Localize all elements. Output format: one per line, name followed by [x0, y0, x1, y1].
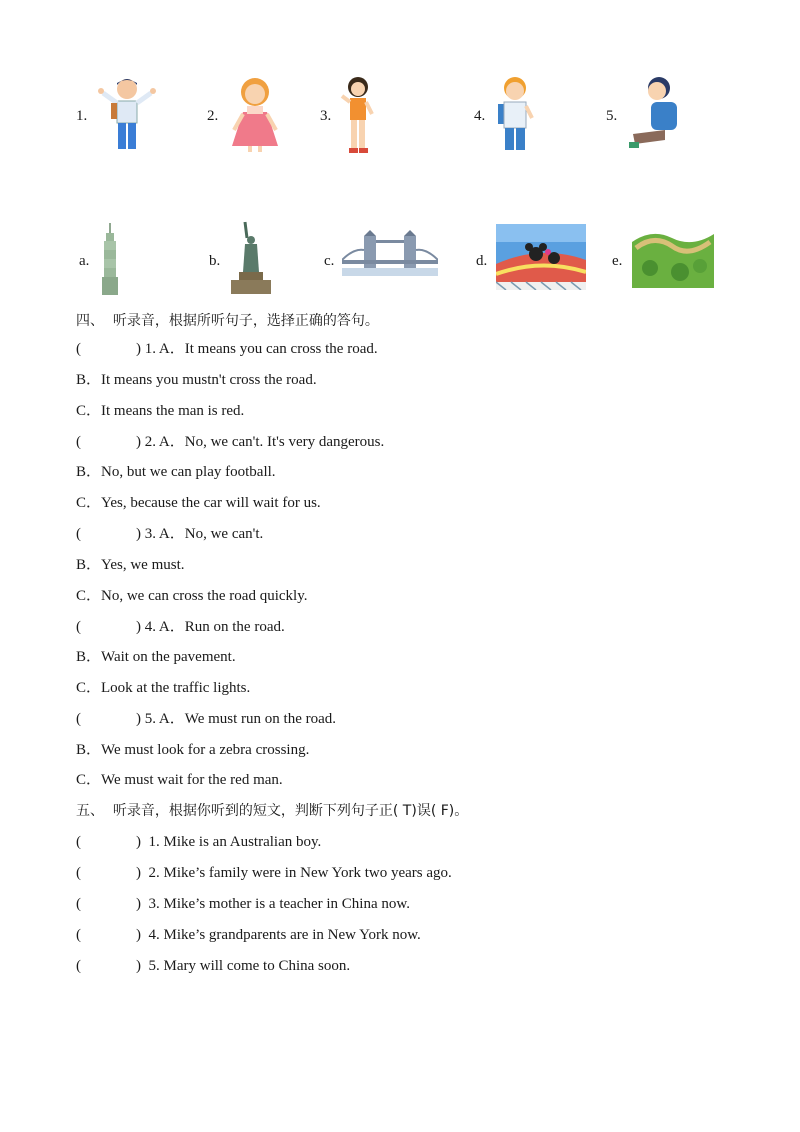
answer-paren[interactable]: ( — [76, 865, 81, 881]
answer-paren[interactable]: ( — [76, 711, 81, 727]
statement-text: ) 2. Mike’s family were in New York two years ago. — [136, 865, 452, 881]
statement-text: ) 4. Mike’s grandparents are in New York now. — [136, 927, 421, 943]
question-4-3-option-b: B．Yes, we must. — [76, 557, 185, 573]
statement-text: ) 3. Mike’s mother is a teacher in China now. — [136, 896, 410, 912]
statement-text: ) 5. Mary will come to China soon. — [136, 958, 351, 974]
question-4-5-line-a — [76, 710, 336, 728]
question-4-4-option-b: B．Wait on the pavement. — [76, 649, 236, 665]
answer-paren[interactable]: ( — [76, 341, 81, 357]
boy-backpack-icon — [490, 74, 540, 154]
section-5-heading: 五、 听录音，根据你听到的短文，判断下列句子正( T)误( F)。 — [76, 803, 469, 819]
answer-paren[interactable]: ( — [76, 526, 81, 542]
answer-paren[interactable]: ( — [76, 434, 81, 450]
question-5-4 — [76, 926, 421, 944]
item-number-2: 2. — [207, 108, 219, 124]
item-number-4: 4. — [474, 108, 486, 124]
question-4-5-option-b: B．We must look for a zebra crossing. — [76, 742, 310, 758]
question-4-1-option-b: B．It means you mustn't cross the road. — [76, 372, 317, 388]
statue-of-liberty-icon — [227, 220, 275, 296]
girl-orange-icon — [338, 74, 378, 156]
question-4-3-option-c: C．No, we can cross the road quickly. — [76, 588, 308, 604]
question-4-2-line-a — [76, 433, 384, 451]
taipei-101-tower-icon — [98, 223, 122, 295]
item-letter-c: c. — [324, 253, 335, 269]
answer-paren[interactable]: ( — [76, 896, 81, 912]
question-4-1-line-a — [76, 340, 378, 358]
item-number-1: 1. — [76, 108, 88, 124]
question-5-1 — [76, 833, 321, 851]
question-5-5 — [76, 957, 350, 975]
question-4-1-option-c: C．It means the man is red. — [76, 403, 245, 419]
theme-park-mickey-icon — [496, 224, 586, 290]
question-text: ) 3. A．No, we can't. — [136, 526, 264, 542]
girl-pink-dress-icon — [226, 74, 284, 154]
question-text: ) 5. A．We must run on the road. — [136, 711, 337, 727]
item-letter-d: d. — [476, 253, 488, 269]
boy-waving-icon — [95, 75, 159, 155]
statement-text: ) 1. Mike is an Australian boy. — [136, 834, 322, 850]
item-letter-a: a. — [79, 253, 90, 269]
item-letter-b: b. — [209, 253, 221, 269]
item-letter-e: e. — [612, 253, 623, 269]
question-5-3 — [76, 895, 410, 913]
boy-sitting-icon — [625, 74, 685, 154]
question-4-2-option-c: C．Yes, because the car will wait for us. — [76, 495, 321, 511]
question-text: ) 4. A．Run on the road. — [136, 619, 285, 635]
answer-paren[interactable]: ( — [76, 619, 81, 635]
question-text: ) 1. A．It means you can cross the road. — [136, 341, 378, 357]
item-number-5: 5. — [606, 108, 618, 124]
question-4-3-line-a — [76, 525, 263, 543]
question-text: ) 2. A．No, we can't. It's very dangerous. — [136, 434, 385, 450]
question-4-4-line-a — [76, 618, 285, 636]
answer-paren[interactable]: ( — [76, 834, 81, 850]
question-4-2-option-b: B．No, but we can play football. — [76, 464, 276, 480]
item-number-3: 3. — [320, 108, 332, 124]
question-5-2 — [76, 864, 452, 882]
question-4-5-option-c: C．We must wait for the red man. — [76, 772, 283, 788]
question-4-4-option-c: C．Look at the traffic lights. — [76, 680, 251, 696]
answer-paren[interactable]: ( — [76, 927, 81, 943]
answer-paren[interactable]: ( — [76, 958, 81, 974]
section-4-heading: 四、 听录音，根据所听句子，选择正确的答句。 — [76, 313, 379, 329]
tower-bridge-icon — [342, 230, 438, 278]
great-wall-icon — [632, 228, 714, 288]
